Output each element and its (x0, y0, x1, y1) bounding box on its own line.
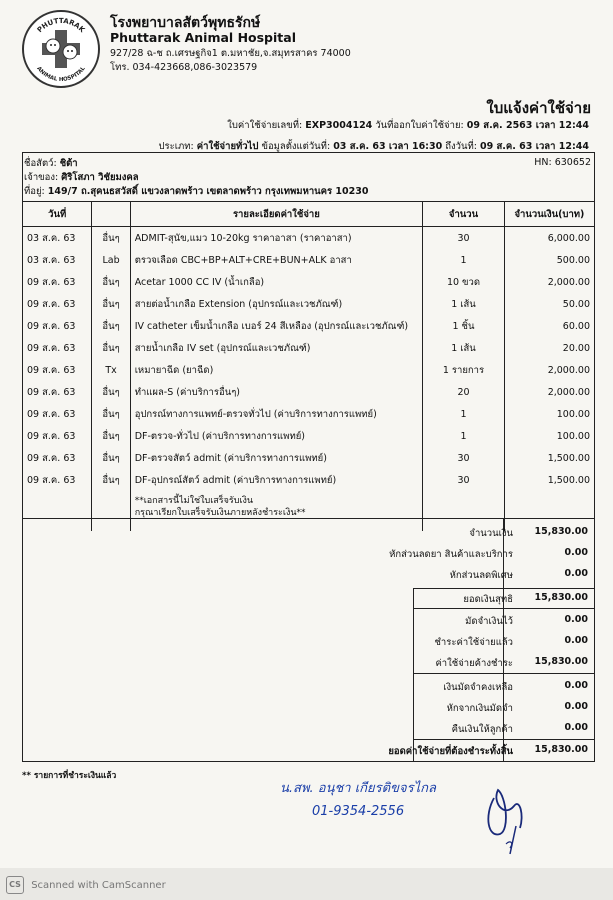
to-label: ถึงวันที่: (445, 141, 477, 152)
row-type: อื่นๆ (92, 469, 130, 491)
row-type: อื่นๆ (92, 381, 130, 403)
row-amount: 2,000.00 (504, 271, 594, 293)
row-quantity: 1 เส้น (423, 337, 505, 359)
refund-label: คืนเงินให้ลูกค้า (451, 724, 513, 735)
hospital-address: 927/28 ฉ-ช ถ.เศรษฐกิจ1 ต.มหาชัย,จ.สมุทรสาคร 74000 (110, 48, 351, 59)
summary-left-edge (413, 588, 414, 762)
table-row (23, 403, 595, 425)
empty-cell (504, 491, 594, 531)
to-value: 09 ส.ค. 63 เวลา 12:44 (479, 141, 589, 152)
row-description: สายน้ำเกลือ IV set (อุปกรณ์และเวชภัณฑ์) (130, 337, 422, 359)
invoice-label: ใบค่าใช้จ่ายเลขที่: (227, 120, 303, 131)
svg-text:ANIMAL HOSPITAL (35, 65, 87, 83)
row-description: DF-ตรวจสัตว์ admit (ค่าบริการทางการแพทย์) (130, 447, 422, 469)
issue-date: 09 ส.ค. 2563 เวลา 12:44 (466, 120, 589, 131)
row-quantity: 1 เส้น (423, 293, 505, 315)
row-description: ตรวจเลือด CBC+BP+ALT+CRE+BUN+ALK อาสา (130, 249, 422, 271)
row-type: อื่นๆ (92, 447, 130, 469)
deduct-label: หักจากเงินมัดจำ (446, 703, 513, 714)
type-value: ค่าใช้จ่ายทั่วไป (196, 141, 259, 152)
row-amount: 6,000.00 (504, 227, 594, 250)
owner-name: ศิริโสภา วิชัยมงคล (61, 172, 139, 183)
col-amount-header: จำนวนเงิน(บาท) (504, 202, 594, 227)
invoice-notes (130, 491, 422, 531)
row-description: DF-ตรวจ-ทั่วไป (ค่าบริการทางการแพทย์) (130, 425, 422, 447)
row-date: 09 ส.ค. 63 (23, 271, 92, 293)
empty-cell (23, 491, 92, 531)
summary-rule-1 (413, 588, 595, 589)
row-amount: 2,000.00 (504, 381, 594, 403)
from-label: ข้อมูลตั้งแต่วันที่: (261, 141, 331, 152)
row-date: 09 ส.ค. 63 (23, 447, 92, 469)
row-quantity: 1 (423, 403, 505, 425)
special-discount-label: หักส่วนลดพิเศษ (449, 570, 513, 581)
row-quantity: 1 (423, 249, 505, 271)
scanner-text: Scanned with CamScanner (31, 880, 166, 891)
address-label: ที่อยู่: (24, 186, 45, 197)
row-type: อื่นๆ (92, 227, 130, 250)
invoice-meta (227, 118, 589, 133)
row-date: 09 ส.ค. 63 (23, 425, 92, 447)
table-row (23, 469, 595, 491)
invoice-number: EXP3004124 (305, 120, 373, 131)
special-discount-value: 0.00 (564, 568, 588, 579)
logo-text-top: PHUTTARAK (35, 16, 87, 35)
table-row (23, 315, 595, 337)
row-quantity: 30 (423, 227, 505, 250)
camscanner-icon: CS (6, 876, 24, 894)
net-label: ยอดเงินสุทธิ (463, 594, 513, 605)
note-request-receipt: กรุณาเรียกใบเสร็จรับเงินภายหลังชำระเงิน** (134, 508, 306, 518)
from-value: 03 ส.ค. 63 เวลา 16:30 (333, 141, 443, 152)
deposit-left-value: 0.00 (564, 680, 588, 691)
veterinarian-phone: 01-9354-2556 (312, 804, 405, 819)
handwritten-signature (480, 776, 540, 860)
row-amount: 60.00 (504, 315, 594, 337)
row-description: ADMIT-สุนัข,แมว 10-20kg ราคาอาสา (ราคาอาสา) (130, 227, 422, 250)
table-row (23, 337, 595, 359)
owner-line (24, 170, 139, 185)
row-date: 03 ส.ค. 63 (23, 227, 92, 250)
row-description: ทำแผล-S (ค่าบริการอื่นๆ) (130, 381, 422, 403)
row-amount: 50.00 (504, 293, 594, 315)
paid-items-note: ** รายการที่ชำระเงินแล้ว (22, 771, 117, 781)
row-type: อื่นๆ (92, 337, 130, 359)
hospital-phone: โทร. 034-423668,086-3023579 (110, 62, 258, 73)
row-type: อื่นๆ (92, 271, 130, 293)
address-line (24, 184, 368, 199)
outstanding-label: ค่าใช้จ่ายค้างชำระ (435, 658, 513, 669)
col-date-header: วันที่ (23, 202, 92, 227)
row-date: 09 ส.ค. 63 (23, 315, 92, 337)
type-label: ประเภท: (158, 141, 194, 152)
logo-text-bottom: ANIMAL HOSPITAL (35, 65, 87, 83)
row-quantity: 1 ชิ้น (423, 315, 505, 337)
hospital-name-thai: โรงพยาบาลสัตว์พุทธรักษ์ (110, 15, 261, 31)
deposit-label: มัดจำเงินไว้ (465, 616, 513, 627)
summary-rule-3 (413, 673, 595, 674)
discount-label: หักส่วนลดยา สินค้าและบริการ (389, 549, 513, 560)
row-quantity: 30 (423, 469, 505, 491)
table-header-row (23, 202, 595, 227)
table-row (23, 293, 595, 315)
row-date: 09 ส.ค. 63 (23, 359, 92, 381)
row-amount: 1,500.00 (504, 447, 594, 469)
summary-rule-2 (413, 608, 595, 609)
table-row (23, 425, 595, 447)
hospital-name-english: Phuttarak Animal Hospital (110, 30, 296, 45)
veterinarian-name: น.สพ. อนุชา เกียรติขจรไกล (280, 781, 436, 796)
table-row (23, 359, 595, 381)
row-amount: 100.00 (504, 403, 594, 425)
row-date: 09 ส.ค. 63 (23, 381, 92, 403)
row-amount: 20.00 (504, 337, 594, 359)
row-type: อื่นๆ (92, 293, 130, 315)
row-type: Tx (92, 359, 130, 381)
net-value: 15,830.00 (534, 592, 588, 603)
owner-address: 149/7 ถ.สุคนธสวัสดิ์ แขวงลาดพร้าว เขตลาดพร้าว กรุงเทพมหานคร 10230 (47, 186, 369, 197)
row-quantity: 10 ขวด (423, 271, 505, 293)
row-amount: 1,500.00 (504, 469, 594, 491)
owner-label: เจ้าของ: (24, 172, 59, 183)
paid-value: 0.00 (564, 635, 588, 646)
col-desc-header: รายละเอียดค่าใช้จ่าย (130, 202, 422, 227)
col-type-header (92, 202, 130, 227)
note-not-receipt: **เอกสารนี้ไม่ใช่ใบเสร็จรับเงิน (134, 496, 254, 506)
row-date: 09 ส.ค. 63 (23, 293, 92, 315)
deposit-value: 0.00 (564, 614, 588, 625)
row-date: 09 ส.ค. 63 (23, 337, 92, 359)
notes-row (23, 491, 595, 531)
row-quantity: 30 (423, 447, 505, 469)
issue-date-label: วันที่ออกใบค่าใช้จ่าย: (375, 120, 464, 131)
summary-top-rule (22, 518, 595, 519)
col-qty-header: จำนวน (423, 202, 505, 227)
row-type: อื่นๆ (92, 425, 130, 447)
table-row (23, 227, 595, 250)
row-date: 03 ส.ค. 63 (23, 249, 92, 271)
hn-number: HN: 630652 (534, 157, 591, 168)
row-date: 09 ส.ค. 63 (23, 469, 92, 491)
row-amount: 500.00 (504, 249, 594, 271)
row-date: 09 ส.ค. 63 (23, 403, 92, 425)
row-description: DF-อุปกรณ์สัตว์ admit (ค่าบริการทางการแพทย์) (130, 469, 422, 491)
table-row (23, 447, 595, 469)
row-description: Acetar 1000 CC IV (น้ำเกลือ) (130, 271, 422, 293)
row-description: อุปกรณ์ทางการแพทย์-ตรวจทั่วไป (ค่าบริการทางการแพทย์) (130, 403, 422, 425)
document-title: ใบแจ้งค่าใช้จ่าย (486, 99, 591, 117)
deduct-value: 0.00 (564, 701, 588, 712)
table-row (23, 381, 595, 403)
discount-value: 0.00 (564, 547, 588, 558)
row-description: เหมายาฉีด (ยาฉีด) (130, 359, 422, 381)
total-due-value: 15,830.00 (534, 744, 588, 755)
row-type: Lab (92, 249, 130, 271)
scanner-watermark (6, 876, 166, 894)
row-amount: 100.00 (504, 425, 594, 447)
summary-rule-4 (413, 739, 595, 740)
row-description: สายต่อน้ำเกลือ Extension (อุปกรณ์และเวชภัณฑ์) (130, 293, 422, 315)
hospital-logo (22, 10, 100, 88)
subtotal-label: จำนวนเงิน (469, 528, 513, 539)
paid-label: ชำระค่าใช้จ่ายแล้ว (434, 637, 513, 648)
row-type: อื่นๆ (92, 315, 130, 337)
expense-table (22, 201, 595, 531)
empty-cell (92, 491, 130, 531)
empty-cell (423, 491, 505, 531)
row-description: IV catheter เข็มน้ำเกลือ เบอร์ 24 สีเหลือง (อุปกรณ์และเวชภัณฑ์) (130, 315, 422, 337)
total-due-label: ยอดค่าใช้จ่ายที่ต้องชำระทั้งสิ้น (388, 746, 513, 757)
row-quantity: 1 (423, 425, 505, 447)
table-row (23, 249, 595, 271)
subtotal-value: 15,830.00 (534, 526, 588, 537)
row-quantity: 20 (423, 381, 505, 403)
row-type: อื่นๆ (92, 403, 130, 425)
outstanding-value: 15,830.00 (534, 656, 588, 667)
pet-label: ชื่อสัตว์: (24, 158, 57, 169)
table-row (23, 271, 595, 293)
refund-value: 0.00 (564, 722, 588, 733)
deposit-left-label: เงินมัดจำคงเหลือ (443, 682, 513, 693)
row-amount: 2,000.00 (504, 359, 594, 381)
pet-line (24, 156, 78, 171)
row-quantity: 1 รายการ (423, 359, 505, 381)
pet-name: ชิต้า (59, 158, 78, 169)
